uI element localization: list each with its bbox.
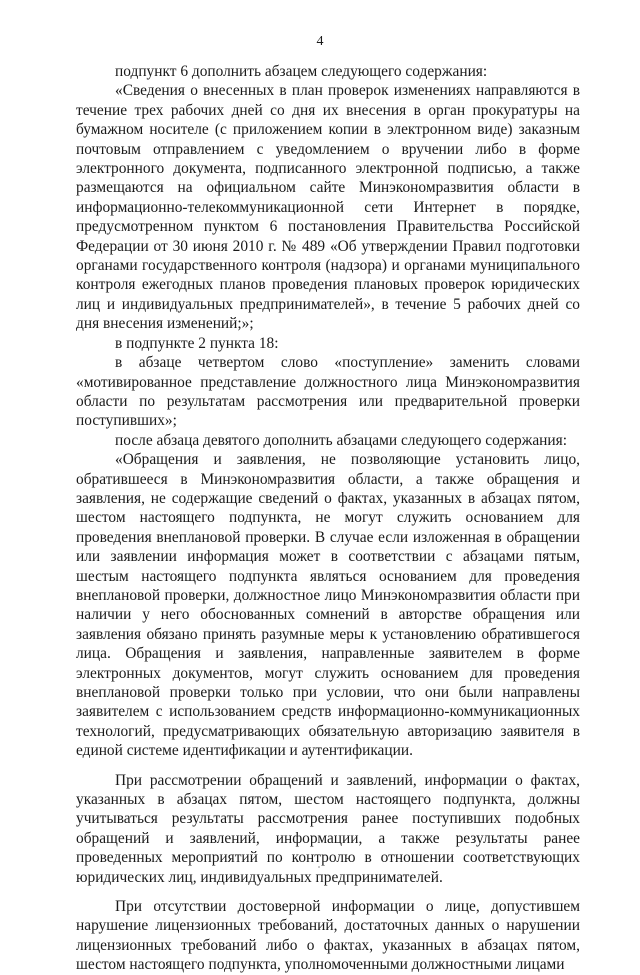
paragraph-after-ninth: после абзаца девятого дополнить абзацами следующего содержания: (115, 431, 568, 449)
paragraph-appeals-requirements: «Обращения и заявления, не позволяющие установить лицо, обратившееся в Минэкономразвития области, а также обращения и заявления, не содержащие сведений о фактах, указанных в абзацах пятом, шестом настоящего подпункта, не могут служить основанием для проведения внеплановой проверки. В случае если изложенная в обращении или заявлении информация может в соответствии с абзацами пятым, шестым настоящего подпункта являться основанием для проведения внеплановой проверки, должностное лицо Минэкономразвития области при наличии у него обоснованных сомнений в авторстве обращения или заявления обязано принять разумные меры к установлению обратившегося лица. Обращения и заявления, направленные заявителем в форме электронных документов, могут служить основанием для проведения внеплановой проверки только при условии, что они были направлены заявителем с использованием средств информационно-коммуникационных технологий, предусматривающих обязательную авторизацию заявителя в единой системе идентификации и аутентификации. (76, 451, 580, 760)
paragraph-subitem-2-item-18: в подпункте 2 пункта 18: (115, 334, 279, 352)
paragraph-plan-changes-notice: «Сведения о внесенных в план проверок изменениях направляются в течение трех рабочих дней со дня их внесения в орган прокуратуры на бумажном носителе (с приложением копии в электронном виде) заказным почтовым отправлением с уведомлением о вручении либо в форме электронного документа, подписанного электронной подписью, а также размещаются на официальном сайте Минэкономразвития области в информационно-телекоммуникационной сети Интернет в порядке, предусмотренном пунктом 6 постановления Правительства Российской Федерации от 30 июня 2010 г. № 489 «Об утверждении Правил подготовки органами государственного контроля (надзора) и органами муниципального контроля ежегодных планов проведения плановых проверок юридических лиц и индивидуальных предпринимателей», в течение 5 рабочих дней со дня внесения изменений;»; (76, 82, 580, 333)
paragraph-absence-of-information: При отсутствии достоверной информации о лице, допустившем нарушение лицензионных требований, достаточных данных о нарушении лицензионных требований либо о фактах, указанных в абзацах пятом, шестом настоящего подпункта, уполномоченными должностными лицами (76, 898, 580, 974)
paragraph-replace-word: в абзаце четвертом слово «поступление» заменить словами «мотивированное представление должностного лица Минэкономразвития области по результатам рассмотрения или предварительной проверки поступивших»; (76, 354, 580, 430)
document-body (76, 62, 580, 975)
scan-speck (318, 866, 320, 868)
page-number: 4 (316, 34, 324, 49)
paragraph-subitem-6-intro: подпункт 6 дополнить абзацем следующего содержания: (115, 63, 488, 80)
paragraph-consideration-of-appeals: При рассмотрении обращений и заявлений, информации о фактах, указанных в абзацах пятом, шестом настоящего подпункта, должны учитываться результаты рассмотрения ранее поступивших подобных обращений и заявлений, информации, а также результаты ранее проведенных мероприятий по контролю в отношении соответствующих юридических лиц, индивидуальных предпринимателей. (76, 771, 580, 886)
